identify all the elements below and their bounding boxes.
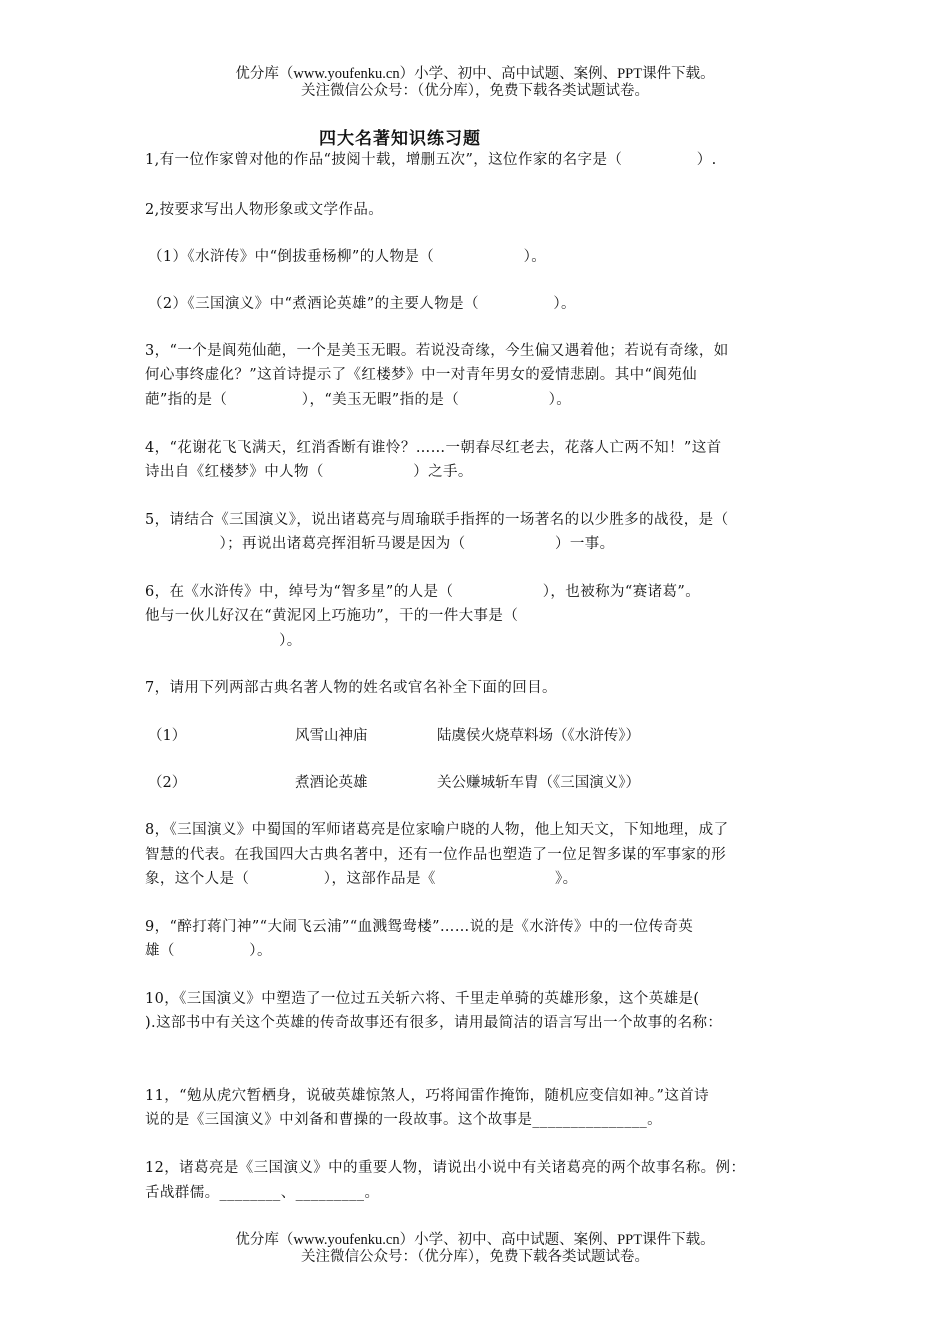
question-8-line-3: 象，这个人是（ ），这部作品是《 》。 <box>145 871 578 887</box>
row-number: （2） <box>148 775 187 791</box>
row-part-a: 风雪山神庙 <box>295 728 368 744</box>
question-10-line-1: 10，《三国演义》中塑造了一位过五关斩六将、千里走单骑的英雄形象，这个英雄是( <box>145 991 700 1007</box>
question-1: 1,有一位作家曾对他的作品“披阅十载，增删五次”，这位作家的名字是（ ）. <box>145 152 717 168</box>
question-2-2: （2）《三国演义》中“煮酒论英雄”的主要人物是（ ）。 <box>148 296 576 312</box>
row-number: （1） <box>148 728 187 744</box>
question-9-line-1: 9，“醉打蒋门神”“大闹飞云浦”“血溅鸳鸯楼”……说的是《水浒传》中的一位传奇英 <box>145 919 694 935</box>
question-2-1: （1）《水浒传》中“倒拔垂杨柳”的人物是（ ）。 <box>148 249 547 265</box>
row-part-b: 陆虞侯火烧草料场（《水浒传》） <box>437 728 640 744</box>
question-4-line-1: 4，“花谢花飞飞满天，红消香断有谁怜？……一朝春尽红老去，花落人亡两不知！”这首 <box>145 440 722 456</box>
question-5-line-2: ）；再说出诸葛亮挥泪斩马谡是因为（ ）一事。 <box>145 536 615 552</box>
question-12-line-1: 12，诸葛亮是《三国演义》中的重要人物，请说出小说中有关诸葛亮的两个故事名称。例： <box>145 1160 746 1176</box>
question-4-line-2: 诗出自《红楼梦》中人物（ ）之手。 <box>145 464 473 480</box>
question-3-line-3: 葩”指的是（ ），“美玉无暇”指的是（ ）。 <box>145 392 572 408</box>
footer-line-2: 关注微信公众号：（优分库），免费下载各类试题试卷。 <box>301 1249 649 1265</box>
question-3-line-1: 3，“一个是阆苑仙葩，一个是美玉无暇。若说没奇缘，今生偏又遇着他；若说有奇缘，如 <box>145 343 729 359</box>
question-6-line-3: ）。 <box>145 633 302 649</box>
page-title: 四大名著知识练习题 <box>319 129 481 149</box>
question-5-line-1: 5，请结合《三国演义》，说出诸葛亮与周瑜联手指挥的一场著名的以少胜多的战役，是（ <box>145 512 729 528</box>
header-line-1: 优分库（www.youfenku.cn）小学、初中、高中试题、案例、PPT课件下载。 <box>235 66 715 82</box>
question-6-line-2: 他与一伙儿好汉在“黄泥冈上巧施功”，干的一件大事是（ <box>145 608 519 624</box>
row-part-b: 关公赚城斩车胄（《三国演义》） <box>437 775 640 791</box>
question-10-line-2: ).这部书中有关这个英雄的传奇故事还有很多，请用最简洁的语言写出一个故事的名称： <box>145 1015 723 1031</box>
question-3-line-2: 何心事终虚化？”这首诗提示了《红楼梦》中一对青年男女的爱情悲剧。其中“阆苑仙 <box>145 367 698 383</box>
question-11-line-1: 11，“勉从虎穴暂栖身，说破英雄惊煞人，巧将闻雷作掩饰，随机应变信如神。”这首诗 <box>145 1088 710 1104</box>
question-8-line-1: 8，《三国演义》中蜀国的军师诸葛亮是位家喻户晓的人物，他上知天文，下知地理，成了 <box>145 822 729 838</box>
question-9-line-2: 雄（ ）。 <box>145 943 272 959</box>
question-8-line-2: 智慧的代表。在我国四大古典名著中，还有一位作品也塑造了一位足智多谋的军事家的形 <box>145 847 727 863</box>
question-12-line-2: 舌战群儒。________、_________。 <box>145 1185 380 1201</box>
question-6-line-1: 6，在《水浒传》中，绰号为“智多星”的人是（ ），也被称为“赛诸葛”。 <box>145 584 701 600</box>
row-part-a: 煮酒论英雄 <box>295 775 368 791</box>
question-11-line-2: 说的是《三国演义》中刘备和曹操的一段故事。这个故事是_______________。 <box>145 1112 663 1128</box>
question-2: 2,按要求写出人物形象或文学作品。 <box>145 202 384 218</box>
question-7: 7，请用下列两部古典名著人物的姓名或官名补全下面的回目。 <box>145 680 557 696</box>
header-line-2: 关注微信公众号：（优分库），免费下载各类试题试卷。 <box>301 83 649 99</box>
footer-line-1: 优分库（www.youfenku.cn）小学、初中、高中试题、案例、PPT课件下载。 <box>235 1232 715 1248</box>
